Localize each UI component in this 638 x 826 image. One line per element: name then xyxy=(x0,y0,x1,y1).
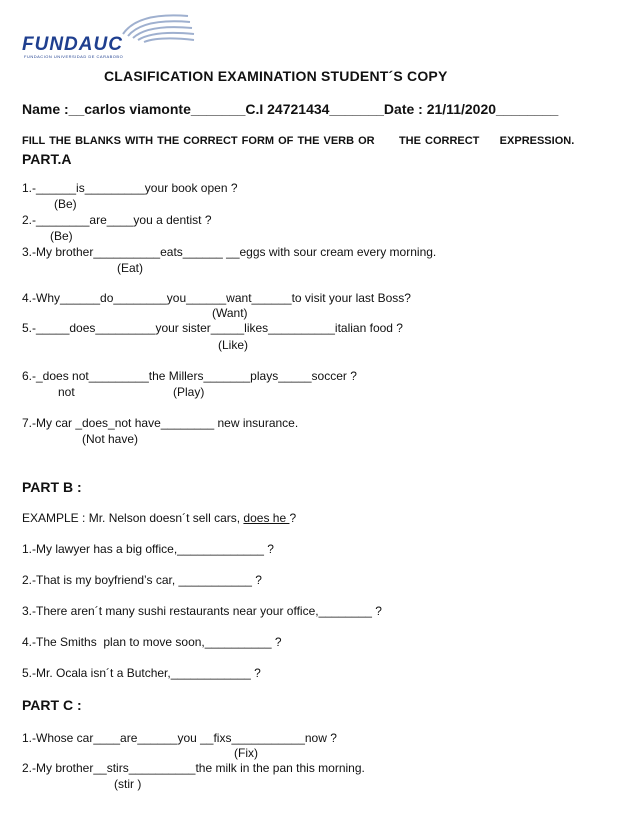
part-c-heading: PART C : xyxy=(22,697,82,713)
part-a-item-4: 4.-Why______do________you______want______to visit your last Boss? xyxy=(22,291,411,305)
part-c-hint-1: (Fix) xyxy=(234,746,258,760)
part-a-hint-7: (Not have) xyxy=(82,432,139,446)
logo-text: FUNDAUC xyxy=(22,34,123,55)
part-a-heading: PART.A xyxy=(22,151,72,167)
part-b-item-5: 5.-Mr. Ocala isn´t a Butcher,____________ ? xyxy=(22,666,261,680)
part-a-hint-1: (Be) xyxy=(54,197,77,211)
part-a-item-3: 3.-My brother__________eats______ __eggs with sour cream every morning. xyxy=(22,245,437,259)
part-b-item-3: 3.-There aren´t many sushi restaurants near your office,________ ? xyxy=(22,604,382,618)
part-b-example xyxy=(22,511,296,525)
part-a-item-2: 2.-________are____you a dentist ? xyxy=(22,213,212,227)
logo-subtitle: FUNDACION UNIVERSIDAD DE CARABOBO xyxy=(24,54,124,59)
part-c-item-2: 2.-My brother__stirs__________the milk in the pan this morning. xyxy=(22,761,365,775)
part-a-hint-4: (Want) xyxy=(212,306,248,320)
part-a-hint-6-not: not xyxy=(58,385,75,399)
instructions: FILL THE BLANKS WITH THE CORRECT FORM OF THE VERB OR THE CORRECT EXPRESSION. xyxy=(22,135,575,147)
part-b-item-2: 2.-That is my boyfriend’s car, ___________ ? xyxy=(22,573,262,587)
part-b-item-4: 4.-The Smiths plan to move soon,__________ ? xyxy=(22,635,282,649)
part-a-item-5: 5.-_____does_________your sister_____likes__________italian food ? xyxy=(22,321,403,335)
fundauc-logo xyxy=(18,8,198,60)
part-a-hint-5: (Like) xyxy=(218,338,249,352)
part-b-item-1: 1.-My lawyer has a big office,_____________ ? xyxy=(22,542,274,556)
part-b-heading: PART B : xyxy=(22,479,82,495)
example-suffix: ? xyxy=(289,511,297,525)
part-a-item-7: 7.-My car _does_not have________ new insurance. xyxy=(22,416,299,430)
example-prefix: EXAMPLE : Mr. Nelson doesn´t sell cars, xyxy=(22,511,244,525)
student-info-row: Name :__carlos viamonte_______C.I 24721434_______Date : 21/11/2020________ xyxy=(22,101,559,117)
part-c-hint-2: (stir ) xyxy=(114,777,142,791)
part-a-item-1: 1.-______is_________your book open ? xyxy=(22,181,238,195)
part-a-item-6: 6.-_does not_________the Millers_______plays_____soccer ? xyxy=(22,369,357,383)
part-a-hint-3: (Eat) xyxy=(117,261,144,275)
part-a-hint-6: (Play) xyxy=(173,385,205,399)
part-c-item-1: 1.-Whose car____are______you __fixs___________now ? xyxy=(22,731,337,745)
example-answer: does he xyxy=(243,511,290,525)
part-a-hint-2: (Be) xyxy=(50,229,73,243)
page-title: CLASIFICATION EXAMINATION STUDENT´S COPY xyxy=(104,68,448,84)
